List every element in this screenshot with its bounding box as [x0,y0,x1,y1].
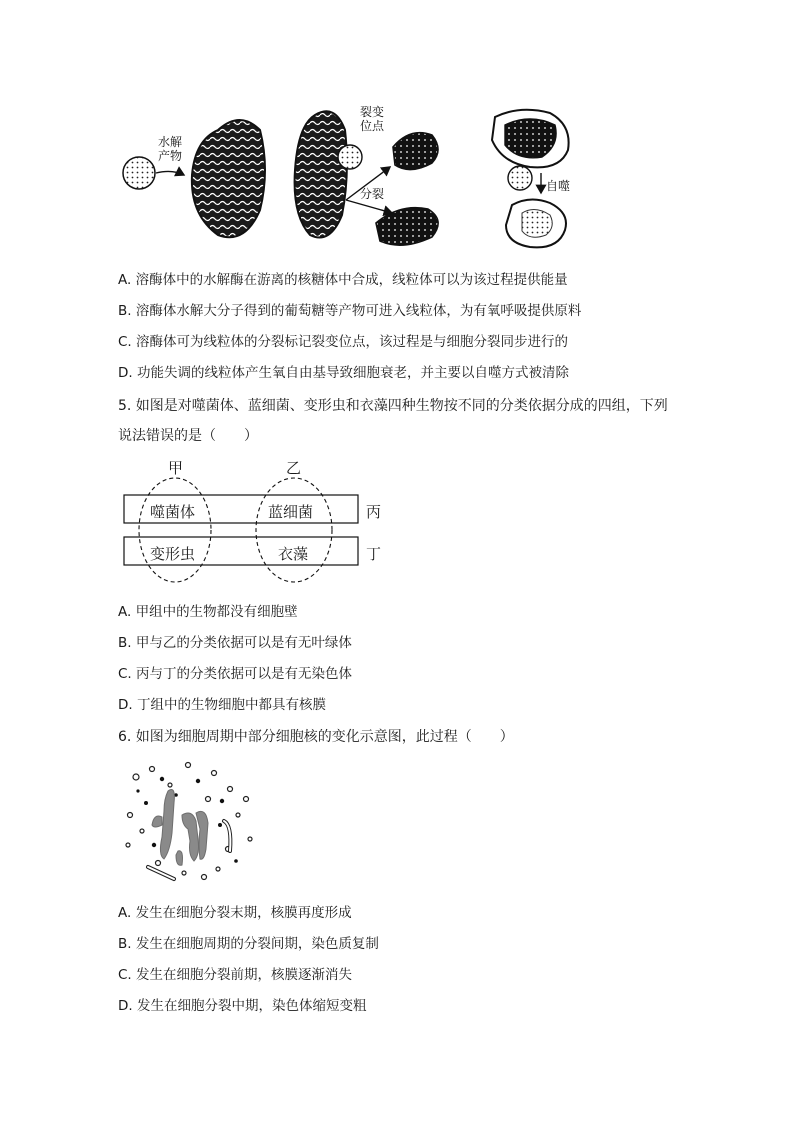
q4-option-a-letter: A. [118,272,132,288]
q4-option-a [118,271,568,289]
q5-classification-diagram [118,452,398,592]
q5-option-b [118,634,352,652]
q5-option-c [118,665,352,683]
q6-option-b-text: 发生在细胞周期的分裂间期，染色质复制 [135,936,379,952]
q5-option-c-text: 丙与丁的分类依据可以是有无染色体 [136,666,353,682]
label-cyanobacteria: 蓝细菌 [268,503,314,521]
q6-option-c-letter: C. [118,967,132,983]
q5-option-c-letter: C. [118,666,132,682]
q4-option-d-letter: D. [118,365,133,381]
mitochondrion-dividing [295,111,347,237]
q6-option-b-letter: B. [118,936,132,952]
label-chlamydomonas: 衣藻 [278,545,309,563]
q5-stem-line1: 5. 如图是对噬菌体、蓝细菌、变形虫和衣藻四种生物按不同的分类依据分成的四组，下列 [118,398,668,414]
label-fission: 分裂 [360,187,385,201]
q5-option-a [118,603,298,621]
q5-option-d-text: 丁组中的生物细胞中都具有核膜 [136,697,326,713]
label-group-jia: 甲 [168,459,184,477]
q4-option-c [118,333,568,351]
label-hydrolysis-product-line1: 水解 [158,135,183,149]
q4-option-a-text: 溶酶体中的水解酶在游离的核糖体中合成，线粒体可以为该过程提供能量 [135,272,568,288]
q6-option-d [118,997,366,1015]
q4-option-b-text: 溶酶体水解大分子得到的葡萄糖等产物可进入线粒体，为有氧呼吸提供原料 [135,303,582,319]
q5-option-b-text: 甲与乙的分类依据可以是有无叶绿体 [135,635,352,651]
daughter-mitochondrion-bottom [376,208,438,246]
q6-option-a [118,904,352,922]
label-amoeba: 变形虫 [150,545,196,563]
q5-option-a-letter: A. [118,604,132,620]
lysosome-middle [338,145,362,169]
mitochondrion-large [192,120,265,237]
q4-option-d-text: 功能失调的线粒体产生氧自由基导致细胞衰老，并主要以自噬方式被清除 [136,365,569,381]
q6-nucleus-diagram [118,755,263,890]
label-hydrolysis-product-line2: 产物 [158,149,183,163]
label-group-yi: 乙 [286,459,302,477]
label-bacteriophage: 噬菌体 [150,503,196,521]
nucleus-svg [118,755,263,890]
label-group-ding: 丁 [366,545,382,563]
q6-option-b [118,935,379,953]
group-yi-ellipse [256,478,332,582]
q4-option-b-letter: B. [118,303,132,319]
q6-option-c-text: 发生在细胞分裂前期，核膜逐渐消失 [136,967,353,983]
lysosome-right [508,166,532,190]
q6-option-c [118,966,352,984]
q6-option-d-text: 发生在细胞分裂中期，染色体缩短变粗 [136,998,367,1014]
label-fission-site-line1: 裂变 [360,105,385,119]
daughter-mitochondrion-top [393,133,438,170]
q5-option-a-text: 甲组中的生物都没有细胞壁 [135,604,298,620]
chromosome-shapes [152,790,208,866]
q6-stem: 6. 如图为细胞周期中部分细胞核的变化示意图，此过程（ ） [118,729,514,745]
q5-option-b-letter: B. [118,635,132,651]
label-group-bing: 丙 [366,503,382,521]
mitochondrion-autophagy [505,119,556,158]
label-autophagy: 自噬 [546,179,571,193]
q5-stem-line2: 说法错误的是（ ） [118,428,258,444]
q4-option-b [118,302,581,320]
q4-option-d [118,364,569,382]
classification-svg [118,452,398,592]
lysosome-left [123,157,155,189]
label-fission-site-line2: 位点 [360,119,385,133]
q5-option-d-letter: D. [118,697,133,713]
mitochondria-diagram [110,95,590,255]
q6-option-d-letter: D. [118,998,133,1014]
q6-option-a-letter: A. [118,905,132,921]
q4-option-c-letter: C. [118,334,132,350]
q4-option-c-text: 溶酶体可为线粒体的分裂标记裂变位点，该过程是与细胞分裂同步进行的 [136,334,569,350]
q6-option-a-text: 发生在细胞分裂末期，核膜再度形成 [135,905,352,921]
figure-mitochondria-lysosome [110,95,590,255]
group-jia-ellipse [139,478,211,582]
q5-option-d [118,696,326,714]
